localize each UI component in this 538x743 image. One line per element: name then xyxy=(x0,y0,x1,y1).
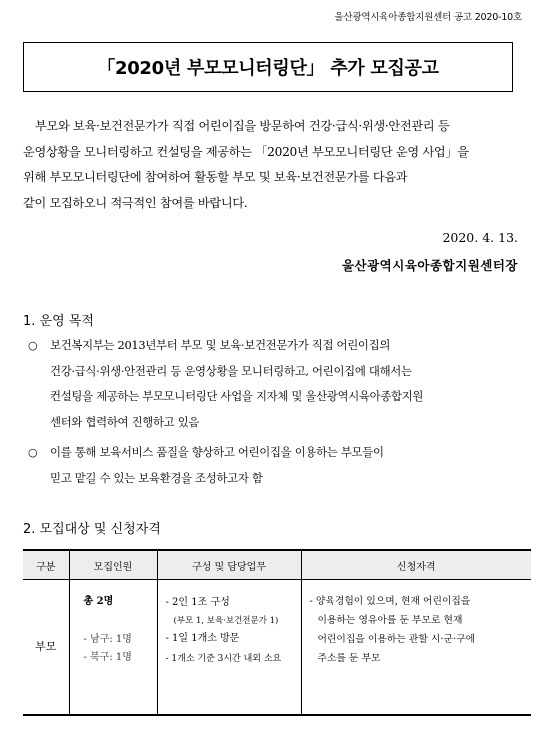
title-box xyxy=(23,42,513,92)
table-cell-type: 부모 xyxy=(23,580,69,715)
table-header-cell: 구성 및 담당업무 xyxy=(157,550,301,580)
table-header-cell: 신청자격 xyxy=(301,550,531,580)
bullet-line: 건강·급식·위생·안전관리 등 운영상황을 모니터링하고, 어린이집에 대해서는 xyxy=(50,363,412,378)
qualification-line: 주소를 둔 부모 xyxy=(317,653,381,664)
duty-line: - 1개소 기준 3시간 내외 소요 xyxy=(165,654,282,664)
recruitment-table xyxy=(23,549,531,716)
qualification-line: 어린이집을 이용하는 관할 시·군·구에 xyxy=(317,634,476,645)
spacer xyxy=(84,610,156,626)
duty-line: (부모 1, 보육·보건전문가 1) xyxy=(173,616,279,626)
qualification-line: 이용하는 영유아를 둔 부모로 현재 xyxy=(317,615,463,626)
section-title-purpose: 1. 운영 목적 xyxy=(23,314,94,329)
intro-line: 부모와 보육·보건전문가가 직접 어린이집을 방문하여 건강·급식·위생·안전관리 등 xyxy=(35,119,450,133)
table-cell-recruit xyxy=(69,580,157,715)
table-header-cell: 구분 xyxy=(23,550,69,580)
table-header-cell: 모집인원 xyxy=(69,550,157,580)
bullet-marker: ○ xyxy=(28,339,38,352)
issuing-organization: 울산광역시육아종합지원센터장 xyxy=(341,258,518,273)
qualification-line: - 양육경험이 있으며, 현재 어린이집을 xyxy=(309,596,471,607)
bullet-line: 센터와 협력하여 진행하고 있음 xyxy=(50,414,200,429)
purpose-bullet xyxy=(28,333,518,435)
table-cell-duties xyxy=(157,580,301,715)
bullet-line: 보건복지부는 2013년부터 부모 및 보육·보건전문가가 직접 어린이집의 xyxy=(50,338,391,352)
recruit-line: - 남구: 1명 xyxy=(83,634,132,645)
table-cell-qualification xyxy=(301,580,531,715)
page-title: 「2020년 부모모니터링단」 추가 모집공고 xyxy=(97,58,439,79)
document-number: 울산광역시육아종합지원센터 공고 2020-10호 xyxy=(334,12,522,23)
intro-line: 같이 모집하오니 적극적인 참여를 바랍니다. xyxy=(23,195,248,210)
purpose-bullet xyxy=(28,440,518,491)
table-row xyxy=(23,580,531,715)
intro-paragraph xyxy=(23,114,518,216)
duty-line: - 1일 1개소 방문 xyxy=(165,633,240,644)
bullet-line: 믿고 맡길 수 있는 보육환경을 조성하고자 함 xyxy=(50,470,263,485)
duty-line: - 2인 1조 구성 xyxy=(165,597,230,608)
intro-line: 위해 부모모니터링단에 참여하여 활동할 부모 및 보육·보건전문가를 다음과 xyxy=(23,170,408,184)
section-title-eligibility: 2. 모집대상 및 신청자격 xyxy=(23,522,161,537)
recruit-total: 총 2명 xyxy=(83,596,114,607)
notice-date: 2020. 4. 13. xyxy=(442,230,518,245)
bullet-line: 이를 통해 보육서비스 품질을 향상하고 어린이집을 이용하는 부모들이 xyxy=(50,445,384,459)
bullet-marker: ○ xyxy=(28,446,38,459)
table-header-row xyxy=(23,550,531,580)
intro-line: 운영상황을 모니터링하고 컨설팅을 제공하는 「2020년 부모모니터링단 운영 사업」을 xyxy=(23,144,469,159)
bullet-line: 컨설팅을 제공하는 부모모니터링단 사업을 지자체 및 울산광역시육아종합지원 xyxy=(50,389,424,403)
recruit-line: - 북구: 1명 xyxy=(83,652,132,663)
